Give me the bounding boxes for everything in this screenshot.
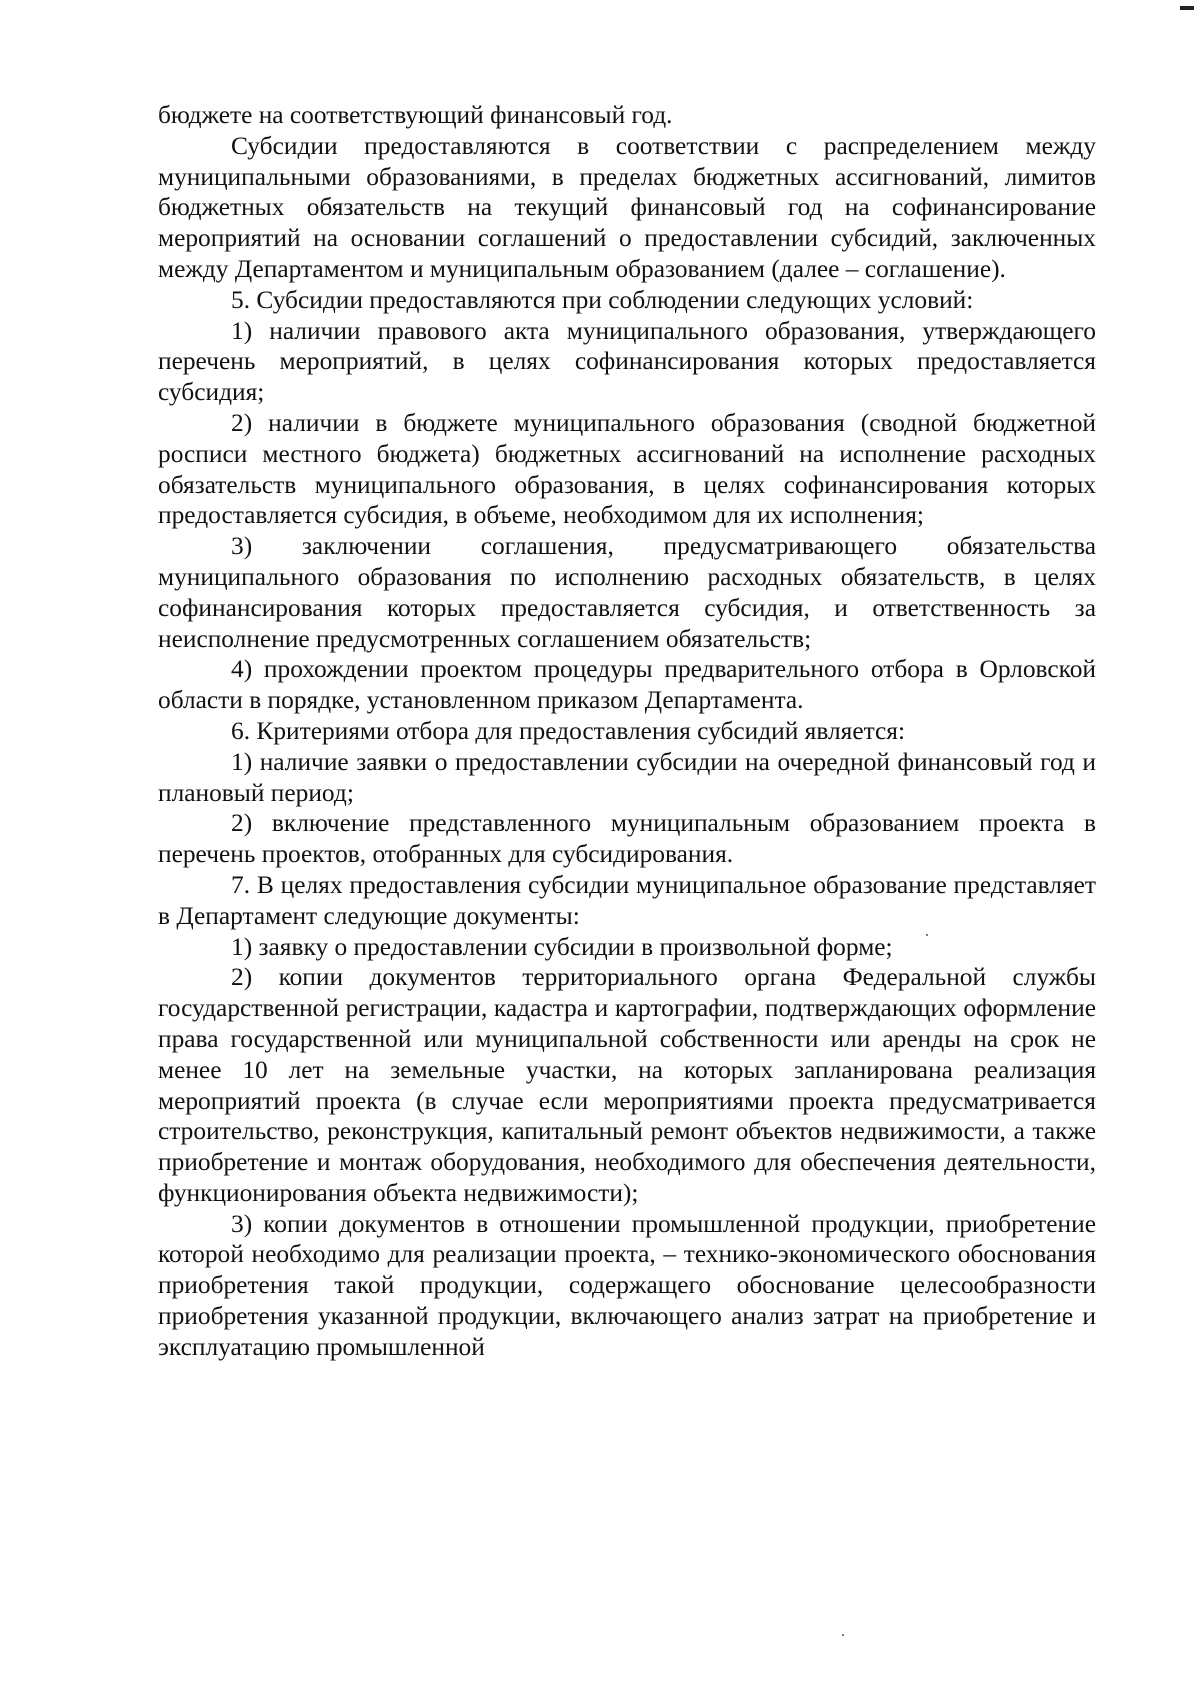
paragraph-item-7-3: 3) копии документов в отношении промышленной продукции, приобретение которой необходимо для реализации проекта, – технико-экономического обоснования приобретения такой продукции, содержащего обоснование целесообразности приобретения указанной продукции, включающего анализ затрат на приобретение и эксплуатацию промышленной bbox=[158, 1209, 1096, 1361]
paragraph-item-5-3: 3) заключении соглашения, предусматривающего обязательства муниципального образования по исполнению расходных обязательств, в целях софинансирования которых предоставляется субсидия, и ответственность за неисполнение предусмотренных соглашением обязательств; bbox=[158, 532, 1096, 653]
paragraph-item-5-2: 2) наличии в бюджете муниципального образования (сводной бюджетной росписи местного бюджета) бюджетных ассигнований на исполнение расходных обязательств муниципального образования, в целях софинансирования которых предоставляется субсидия, в объеме, необходимом для их исполнения; bbox=[158, 408, 1096, 530]
paragraph-item-5-1: 1) наличии правового акта муниципального образования, утверждающего перечень мероприятий, в целях софинансирования которых предоставляется субсидия; bbox=[158, 316, 1096, 407]
paragraph-item-7: 7. В целях предоставления субсидии муниципальное образование представляет в Департамент следующие документы: bbox=[158, 870, 1096, 930]
document-body bbox=[158, 100, 1096, 1363]
paragraph-subsidies-distribution: Субсидии предоставляются в соответствии с распределением между муниципальными образованиями, в пределах бюджетных ассигнований, лимитов бюджетных обязательств на текущий финансовый год на софинансирование мероприятий на основании соглашений о предоставлении субсидий, заключенных между Департаментом и муниципальным образованием (далее – соглашение). bbox=[158, 131, 1096, 283]
paragraph-item-6-2: 2) включение представленного муниципальным образованием проекта в перечень проектов, отобранных для субсидирования. bbox=[158, 809, 1096, 869]
paragraph-item-7-1: 1) заявку о предоставлении субсидии в произвольной форме; bbox=[231, 932, 893, 961]
paragraph-item-6: 6. Критериями отбора для предоставления субсидий является: bbox=[231, 716, 906, 745]
paragraph-item-7-2: 2) копии документов территориального органа Федеральной службы государственной регистрации, кадастра и картографии, подтверждающих оформление права государственной или муниципальной собственности или аренды на срок не менее 10 лет на земельные участки, на которых запланирована реализация мероприятий проекта (в случае если мероприятиями проекта предусматривается строительство, реконструкция, капитальный ремонт объектов недвижимости, а также приобретение и монтаж оборудования, необходимого для обеспечения деятельности, функционирования объекта недвижимости); bbox=[158, 963, 1096, 1207]
paragraph-item-5: 5. Субсидии предоставляются при соблюдении следующих условий: bbox=[231, 285, 974, 314]
paragraph-item-5-4: 4) прохождении проектом процедуры предварительного отбора в Орловской области в порядке, установленном приказом Департамента. bbox=[158, 655, 1096, 715]
scan-speck bbox=[842, 1634, 844, 1636]
scan-speck bbox=[926, 934, 928, 936]
paragraph-continuation: бюджете на соответствующий финансовый год. bbox=[158, 101, 673, 129]
scan-edge-mark bbox=[1180, 6, 1194, 10]
paragraph-item-6-1: 1) наличие заявки о предоставлении субсидии на очередной финансовый год и плановый период; bbox=[158, 747, 1096, 807]
